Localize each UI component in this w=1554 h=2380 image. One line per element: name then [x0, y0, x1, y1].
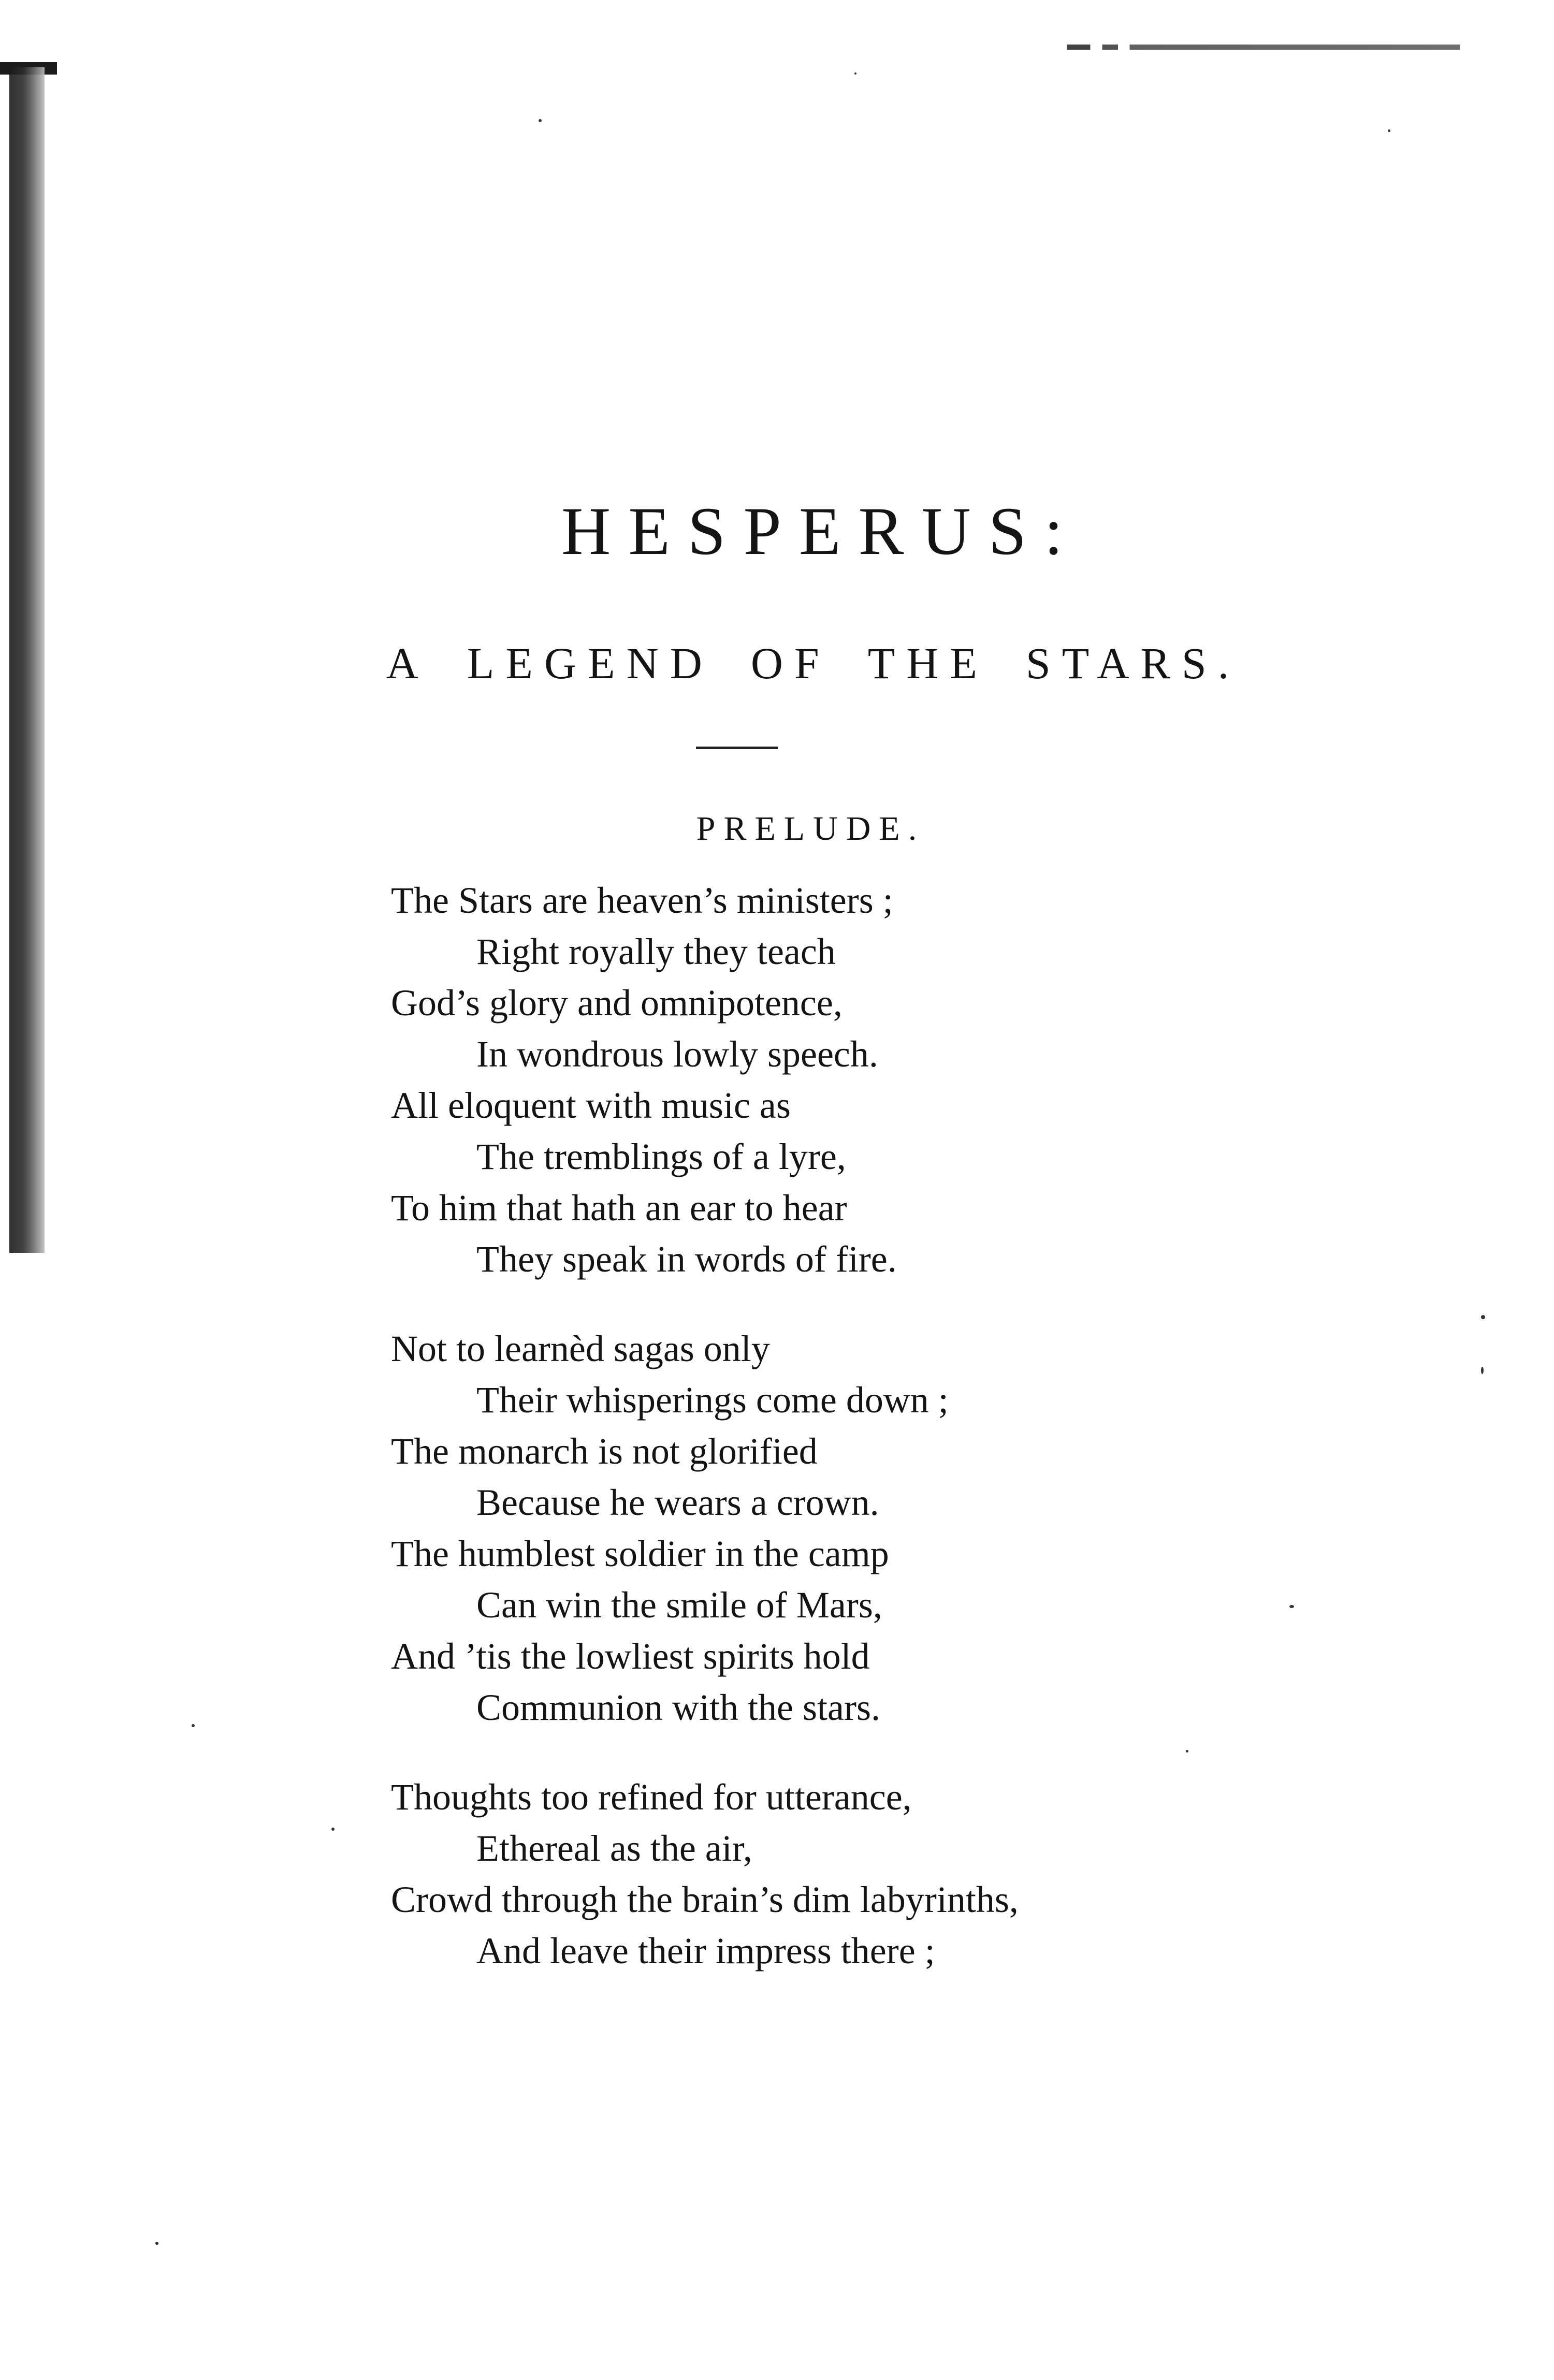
stanza-1 [391, 875, 1219, 1285]
poem-line: The monarch is not glorified [391, 1430, 818, 1472]
poem-line: Because he wears a crown. [476, 1482, 879, 1523]
print-speck [155, 2242, 158, 2245]
poem-line: Can win the smile of Mars, [476, 1584, 882, 1626]
poem-line: The Stars are heaven’s ministers ; [391, 880, 893, 921]
print-speck [331, 1828, 335, 1831]
subtitle-word: A [386, 638, 430, 688]
poem-line: Crowd through the brain’s dim labyrinths, [391, 1879, 1019, 1920]
poem-line: And leave their impress there ; [476, 1930, 935, 1972]
print-speck [1388, 129, 1390, 132]
poem-line: And ’tis the lowliest spirits hold [391, 1636, 870, 1677]
title-divider [696, 747, 778, 749]
section-heading: PRELUDE. [696, 810, 925, 848]
print-speck [539, 119, 542, 122]
poem-line: In wondrous lowly speech. [476, 1033, 878, 1075]
poem-line: Their whisperings come down ; [476, 1379, 949, 1421]
poem-line: Thoughts too refined for utterance, [391, 1776, 912, 1818]
print-speck [192, 1724, 195, 1727]
poem-line: Communion with the stars. [476, 1687, 880, 1728]
poem-line: They speak in words of fire. [476, 1238, 897, 1280]
top-rule [1067, 45, 1460, 50]
print-speck [1481, 1367, 1484, 1374]
poem-line: All eloquent with music as [391, 1085, 791, 1126]
subtitle-word: OF [750, 638, 831, 688]
print-speck [854, 72, 856, 75]
poem-line: Not to learnèd sagas only [391, 1328, 770, 1369]
stanza-2 [391, 1323, 1219, 1733]
poem-line: Right royally they teach [476, 931, 836, 972]
poem-line: The humblest soldier in the camp [391, 1533, 889, 1574]
print-speck [1481, 1315, 1485, 1319]
subtitle-word: LEGEND [467, 638, 714, 688]
print-speck [1289, 1605, 1294, 1608]
subtitle [0, 638, 1554, 688]
poem [391, 875, 1219, 2015]
poem-line: God’s glory and omnipotence, [391, 982, 843, 1024]
page-title: HESPERUS: [561, 493, 1081, 569]
stanza-3 [391, 1772, 1219, 1977]
poem-line: Ethereal as the air, [476, 1828, 752, 1869]
poem-line: The tremblings of a lyre, [476, 1136, 846, 1177]
poem-line: To him that hath an ear to hear [391, 1187, 847, 1229]
subtitle-word: THE [867, 638, 989, 688]
print-speck [1186, 1750, 1188, 1753]
subtitle-word: STARS. [1025, 638, 1241, 688]
